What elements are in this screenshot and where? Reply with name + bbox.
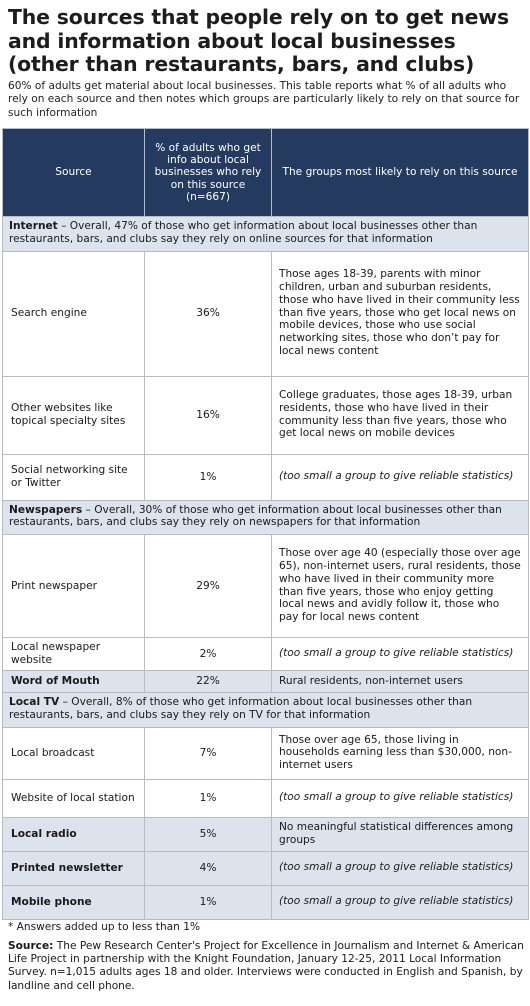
page-subtitle: 60% of adults get material about local businesses. This table reports what % of all adults who rely on each source and then notes which groups are particularly likely to rely on that source for such information <box>8 80 520 119</box>
section-row-internet <box>3 217 529 252</box>
section-description: – Overall, 47% of those who get information about local businesses other than restaurants, bars, and clubs say they rely on online sources for that information <box>9 220 478 245</box>
table-row-word-of-mouth <box>3 671 529 693</box>
percent-cell: 4% <box>145 851 272 885</box>
source-cell: Local broadcast <box>3 727 145 779</box>
source-cell: Local newspaper website <box>3 638 145 671</box>
section-description: – Overall, 30% of those who get information about local businesses other than restaurants, bars, and clubs say they rely on newspapers for that information <box>9 503 502 529</box>
source-note <box>8 940 524 993</box>
header-percent: % of adults who get info about local businesses who rely on this source (n=667) <box>145 129 272 217</box>
source-cell: Word of Mouth <box>3 671 145 693</box>
table-row <box>3 251 529 376</box>
page-title: The sources that people rely on to get news and information about local businesses (other than restaurants, bars, and clubs) <box>8 5 509 76</box>
header-source: Source <box>3 129 145 217</box>
table-header-row <box>3 129 529 217</box>
source-cell: Website of local station <box>3 779 145 817</box>
table-row <box>3 779 529 817</box>
groups-cell: Rural residents, non-internet users <box>272 671 529 693</box>
percent-cell: 7% <box>145 727 272 779</box>
sources-table <box>2 128 529 920</box>
table-row <box>3 535 529 638</box>
section-name: Newspapers <box>9 503 83 516</box>
percent-cell: 1% <box>145 779 272 817</box>
percent-cell: 29% <box>145 535 272 638</box>
source-cell: Local radio <box>3 817 145 851</box>
table-row <box>3 727 529 779</box>
percent-cell: 1% <box>145 454 272 500</box>
source-cell: Printed newsletter <box>3 851 145 885</box>
section-row-newspapers <box>3 500 529 535</box>
groups-cell: College graduates, those ages 18-39, urban residents, those who have lived in their community less than five years, those who get local news on mobile devices <box>272 376 529 454</box>
groups-cell: (too small a group to give reliable statistics) <box>272 638 529 671</box>
table-row-local-radio <box>3 817 529 851</box>
groups-cell: Those over age 40 (especially those over age 65), non-internet users, rural residents, those who have lived in their community more than five years, those who enjoy getting local news and avidly follow it, those who pay for local news content <box>272 535 529 638</box>
table-row <box>3 454 529 500</box>
source-text: The Pew Research Center's Project for Excellence in Journalism and Internet & American Life Project in partnership with the Knight Foundation, January 12-25, 2011 Local Information Survey. n=1,015 adults ages 18 and older. Interviews were conducted in English and Spanish, by landline and cell phone. <box>8 940 524 992</box>
percent-cell: 22% <box>145 671 272 693</box>
percent-cell: 16% <box>145 376 272 454</box>
percent-cell: 1% <box>145 885 272 919</box>
percent-cell: 2% <box>145 638 272 671</box>
footnote: * Answers added up to less than 1% <box>8 921 201 933</box>
source-cell: Search engine <box>3 251 145 376</box>
section-cell <box>3 217 529 252</box>
groups-cell: Those ages 18-39, parents with minor children, urban and suburban residents, those who have lived in their community less than five years, those who get local news on mobile devices, those who use social networking sites, those who don’t pay for local news content <box>272 251 529 376</box>
groups-cell: Those over age 65, those living in households earning less than $30,000, non-internet users <box>272 727 529 779</box>
table-row <box>3 638 529 671</box>
groups-cell: (too small a group to give reliable statistics) <box>272 779 529 817</box>
source-cell: Other websites like topical specialty sites <box>3 376 145 454</box>
table-row <box>3 376 529 454</box>
percent-cell: 36% <box>145 251 272 376</box>
section-name: Internet <box>9 220 58 232</box>
source-cell: Social networking site or Twitter <box>3 454 145 500</box>
section-cell <box>3 500 529 535</box>
source-cell: Mobile phone <box>3 885 145 919</box>
percent-cell: 5% <box>145 817 272 851</box>
table-row-mobile-phone <box>3 885 529 919</box>
section-row-local-tv <box>3 693 529 728</box>
section-name: Local TV <box>9 696 60 709</box>
source-cell: Print newspaper <box>3 535 145 638</box>
source-label: Source: <box>8 940 54 952</box>
groups-cell: No meaningful statistical differences among groups <box>272 817 529 851</box>
groups-cell: (too small a group to give reliable statistics) <box>272 885 529 919</box>
groups-cell: (too small a group to give reliable statistics) <box>272 851 529 885</box>
table-row-printed-newsletter <box>3 851 529 885</box>
header-groups: The groups most likely to rely on this source <box>272 129 529 217</box>
section-cell <box>3 693 529 728</box>
groups-cell: (too small a group to give reliable statistics) <box>272 454 529 500</box>
section-description: – Overall, 8% of those who get information about local businesses other than restaurants, bars, and clubs say they rely on TV for that information <box>9 696 473 721</box>
